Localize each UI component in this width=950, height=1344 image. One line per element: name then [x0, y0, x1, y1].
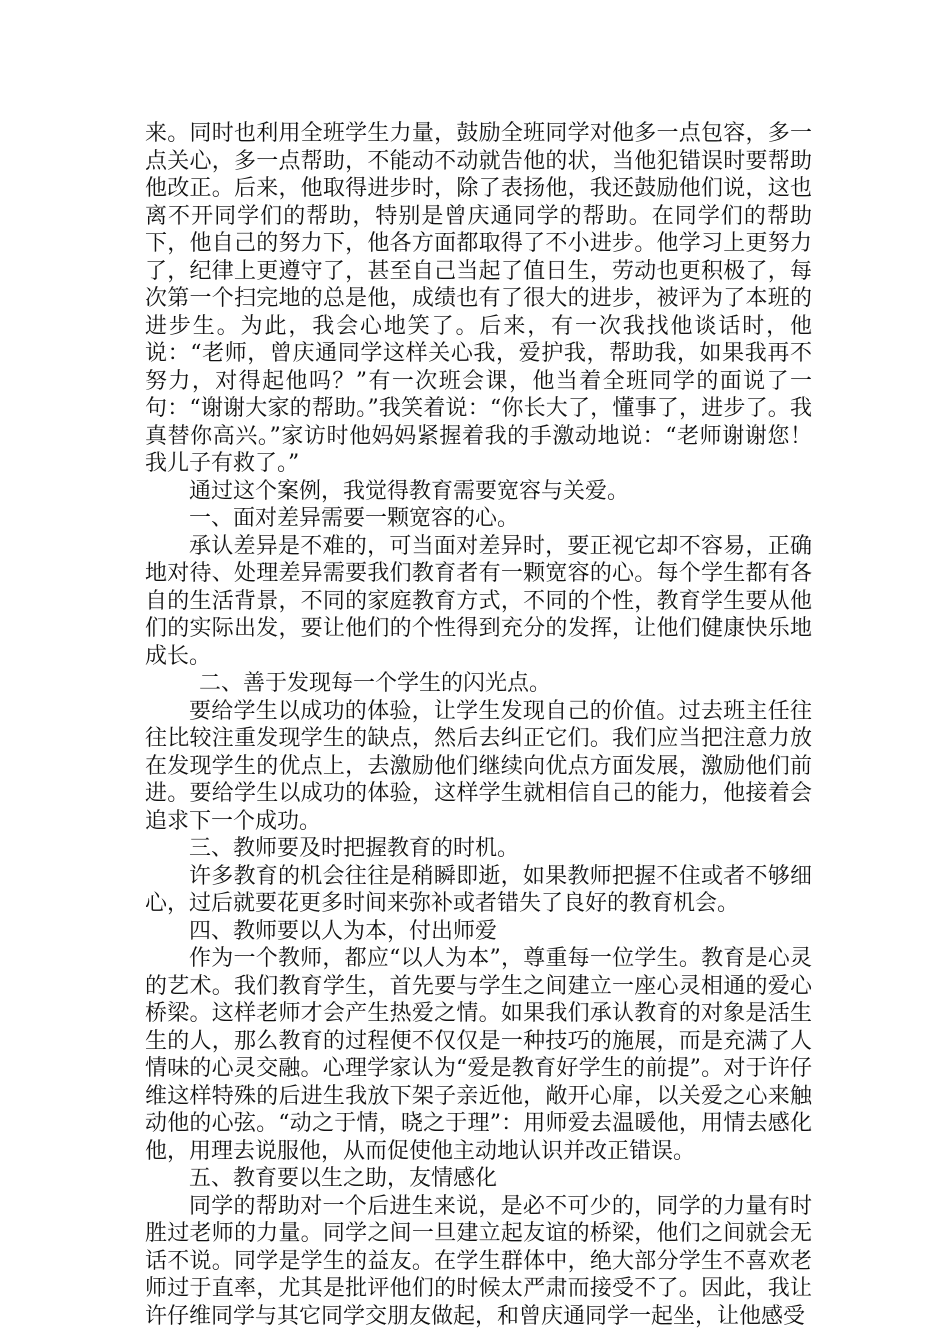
paragraph-conclusion-intro: 通过这个案例，我觉得教育需要宽容与关爱。 [189, 478, 630, 504]
section-heading-4: 四、教师要以人为本，付出师爱 [189, 918, 498, 944]
paragraph-section-3: 许多教育的机会往往是稍瞬即逝，如果教师把握不住或者不够细心，过后就要花更多时间来弥补或者错失了良好的教育机会。 [145, 863, 812, 916]
paragraph-section-1: 承认差异是不难的，可当面对差异时，要正视它却不容易，正确地对待、处理差异需要我们教育者有一颗宽容的心。每个学生都有各自的生活背景，不同的家庭教育方式，不同的个性，教育学生要从他们的实际出发，要让他们的个性得到充分的发挥，让他们健康快乐地成长。 [145, 533, 812, 669]
paragraph-section-4: 作为一个教师，都应“以人为本”，尊重每一位学生。教育是心灵的艺术。我们教育学生，首先要与学生之间建立一座心灵相通的爱心桥梁。这样老师才会产生热爱之情。如果我们承认教育的对象是活生生的人，那么教育的过程便不仅仅是一种技巧的施展，而是充满了人情味的心灵交融。心理学家认为“爱是教育好学生的前提”。对于许仔维这样特殊的后进生我放下架子亲近他，敞开心扉，以关爱之心来触动他的心弦。“动之于情，晓之于理”：用师爱去温暖他，用情去感化他，用理去说服他，从而促使他主动地认识并改正错误。 [145, 946, 812, 1164]
paragraph-section-2: 要给学生以成功的体验，让学生发现自己的价值。过去班主任往往比较注重发现学生的缺点，然后去纠正它们。我们应当把注意力放在发现学生的优点上，去激励他们继续向优点方面发展，激励他们前进。要给学生以成功的体验，这样学生就相信自己的能力，他接着会追求下一个成功。 [145, 698, 812, 834]
paragraph-section-5: 同学的帮助对一个后进生来说，是必不可少的，同学的力量有时胜过老师的力量。同学之间一旦建立起友谊的桥梁，他们之间就会无话不说。同学是学生的益友。在学生群体中，绝大部分学生不喜欢老师过于直率，尤其是批评他们的时候太严肃而接受不了。因此，我让许仔维同学与其它同学交朋友做起，和曾庆通同学一起坐，让他感受 [145, 1193, 812, 1329]
section-heading-3: 三、教师要及时把握教育的时机。 [189, 836, 520, 861]
section-heading-1: 一、面对差异需要一颗宽容的心。 [189, 506, 520, 531]
document-body [145, 120, 812, 1330]
paragraph-continuation: 来。同时也利用全班学生力量，鼓励全班同学对他多一点包容，多一点关心，多一点帮助，不能动不动就告他的状，当他犯错误时要帮助他改正。后来，他取得进步时，除了表扬他，我还鼓励他们说，这也离不开同学们的帮助，特别是曾庆通同学的帮助。在同学们的帮助下，他自己的努力下，他各方面都取得了不小进步。他学习上更努力了，纪律上更遵守了，甚至自己当起了值日生，劳动也更积极了，每次第一个扫完地的总是他，成绩也有了很大的进步，被评为了本班的进步生。为此，我会心地笑了。后来，有一次我找他谈话时，他说：“老师，曾庆通同学这样关心我，爱护我，帮助我，如果我再不努力，对得起他吗？”有一次班会课，他当着全班同学的面说了一句：“谢谢大家的帮助。”我笑着说：“你长大了，懂事了，进步了。我真替你高兴。”家访时他妈妈紧握着我的手激动地说：“老师谢谢您！我儿子有救了。” [145, 121, 812, 476]
section-heading-5: 五、教育要以生之助，友情感化 [189, 1166, 498, 1191]
section-heading-2: 二、善于发现每一个学生的闪光点。 [199, 671, 552, 696]
